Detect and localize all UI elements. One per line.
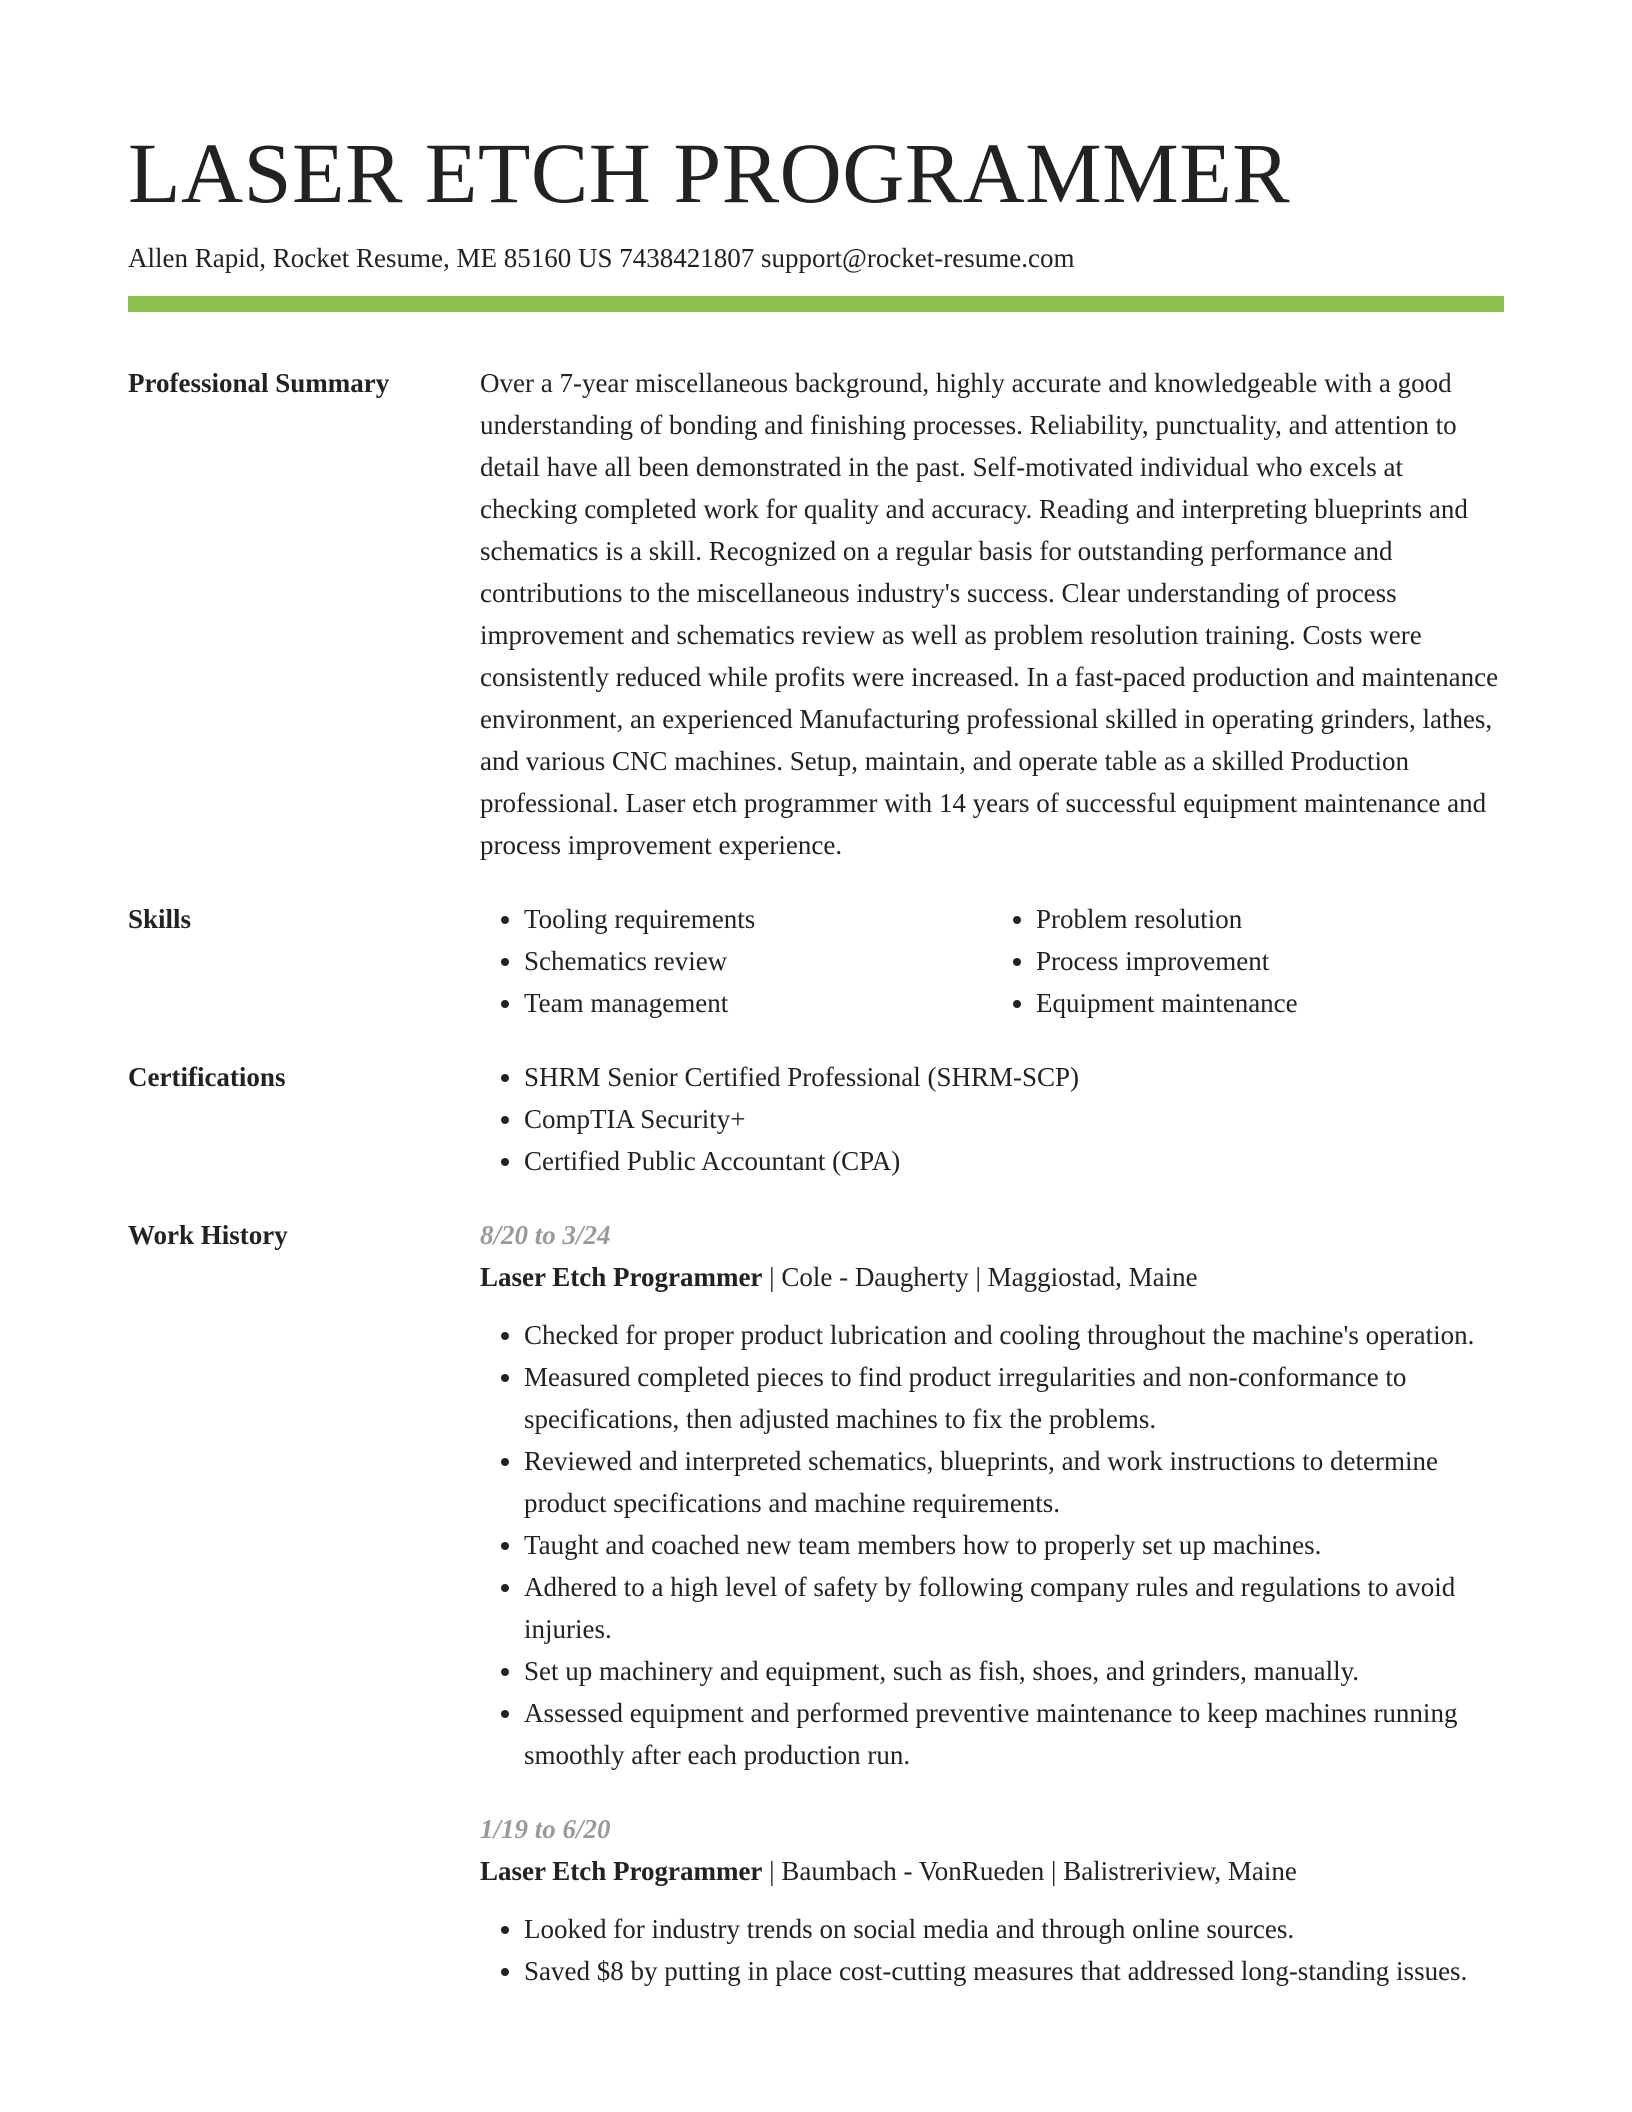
skill-item: • Tooling requirements <box>524 898 992 940</box>
job-bullet: • Set up machinery and equipment, such as fish, shoes, and grinders, manually. <box>524 1650 1504 1692</box>
skill-item: • Team management <box>524 982 992 1024</box>
summary-section <box>128 362 1504 866</box>
skills-section <box>128 898 1504 1024</box>
job-title-line <box>480 1850 1504 1892</box>
work-history-section <box>128 1214 1504 1992</box>
contact-info: Allen Rapid, Rocket Resume, ME 85160 US 7438421807 support@rocket-resume.com <box>128 243 1075 273</box>
job-details: | Baumbach - VonRueden | Balistreriview, Maine <box>762 1856 1297 1886</box>
certification-item: • CompTIA Security+ <box>524 1098 1504 1140</box>
resume-title: LASER ETCH PROGRAMMER <box>128 125 1291 221</box>
skill-item: • Process improvement <box>1036 940 1504 982</box>
job-title: Laser Etch Programmer <box>480 1856 763 1886</box>
skill-item: • Equipment maintenance <box>1036 982 1504 1024</box>
job-dates: 8/20 to 3/24 <box>480 1220 611 1250</box>
certifications-list <box>480 1056 1504 1182</box>
certifications-section <box>128 1056 1504 1182</box>
job-bullets <box>480 1908 1504 1992</box>
skills-list-left <box>480 898 992 1024</box>
skills-list-right <box>992 898 1504 1024</box>
job-bullet: • Taught and coached new team members how to properly set up machines. <box>524 1524 1504 1566</box>
work-history-heading: Work History <box>128 1220 288 1250</box>
certifications-heading: Certifications <box>128 1062 286 1092</box>
job-details: | Cole - Daugherty | Maggiostad, Maine <box>762 1262 1198 1292</box>
certification-item: • SHRM Senior Certified Professional (SHRM-SCP) <box>524 1056 1504 1098</box>
job-entry <box>480 1808 1504 1992</box>
certification-item: • Certified Public Accountant (CPA) <box>524 1140 1504 1182</box>
job-title: Laser Etch Programmer <box>480 1262 763 1292</box>
resume-page <box>128 0 1504 1992</box>
job-bullet: • Adhered to a high level of safety by following company rules and regulations to avoid injuries. <box>524 1566 1504 1650</box>
job-entry <box>480 1214 1504 1776</box>
job-dates: 1/19 to 6/20 <box>480 1814 611 1844</box>
job-bullet: • Reviewed and interpreted schematics, blueprints, and work instructions to determine product specifications and machine requirements. <box>524 1440 1504 1524</box>
job-bullet: • Measured completed pieces to find product irregularities and non-conformance to specifications, then adjusted machines to fix the problems. <box>524 1356 1504 1440</box>
job-bullet: • Saved $8 by putting in place cost-cutting measures that addressed long-standing issues. <box>524 1950 1504 1992</box>
summary-text: Over a 7-year miscellaneous background, highly accurate and knowledgeable with a good understanding of bonding and finishing processes. Reliability, punctuality, and attention to detail have all been demonstrated in the past. Self-motivated individual who excels at checking completed work for quality and accuracy. Reading and interpreting blueprints and schematics is a skill. Recognized on a regular basis for outstanding performance and contributions to the miscellaneous industry's success. Clear understanding of process improvement and schematics review as well as problem resolution training. Costs were consistently reduced while profits were increased. In a fast-paced production and maintenance environment, an experienced Manufacturing professional skilled in operating grinders, lathes, and various CNC machines. Setup, maintain, and operate table as a skilled Production professional. Laser etch programmer with 14 years of successful equipment maintenance and process improvement experience. <box>480 368 1499 860</box>
skill-item: • Problem resolution <box>1036 898 1504 940</box>
job-bullet: • Assessed equipment and performed preventive maintenance to keep machines running smoothly after each production run. <box>524 1692 1504 1776</box>
job-bullet: • Looked for industry trends on social media and through online sources. <box>524 1908 1504 1950</box>
job-title-line <box>480 1256 1504 1298</box>
summary-heading: Professional Summary <box>128 368 390 398</box>
job-bullets <box>480 1314 1504 1776</box>
header-divider <box>128 296 1504 312</box>
skills-heading: Skills <box>128 904 192 934</box>
job-bullet: • Checked for proper product lubrication and cooling throughout the machine's operation. <box>524 1314 1504 1356</box>
skill-item: • Schematics review <box>524 940 992 982</box>
